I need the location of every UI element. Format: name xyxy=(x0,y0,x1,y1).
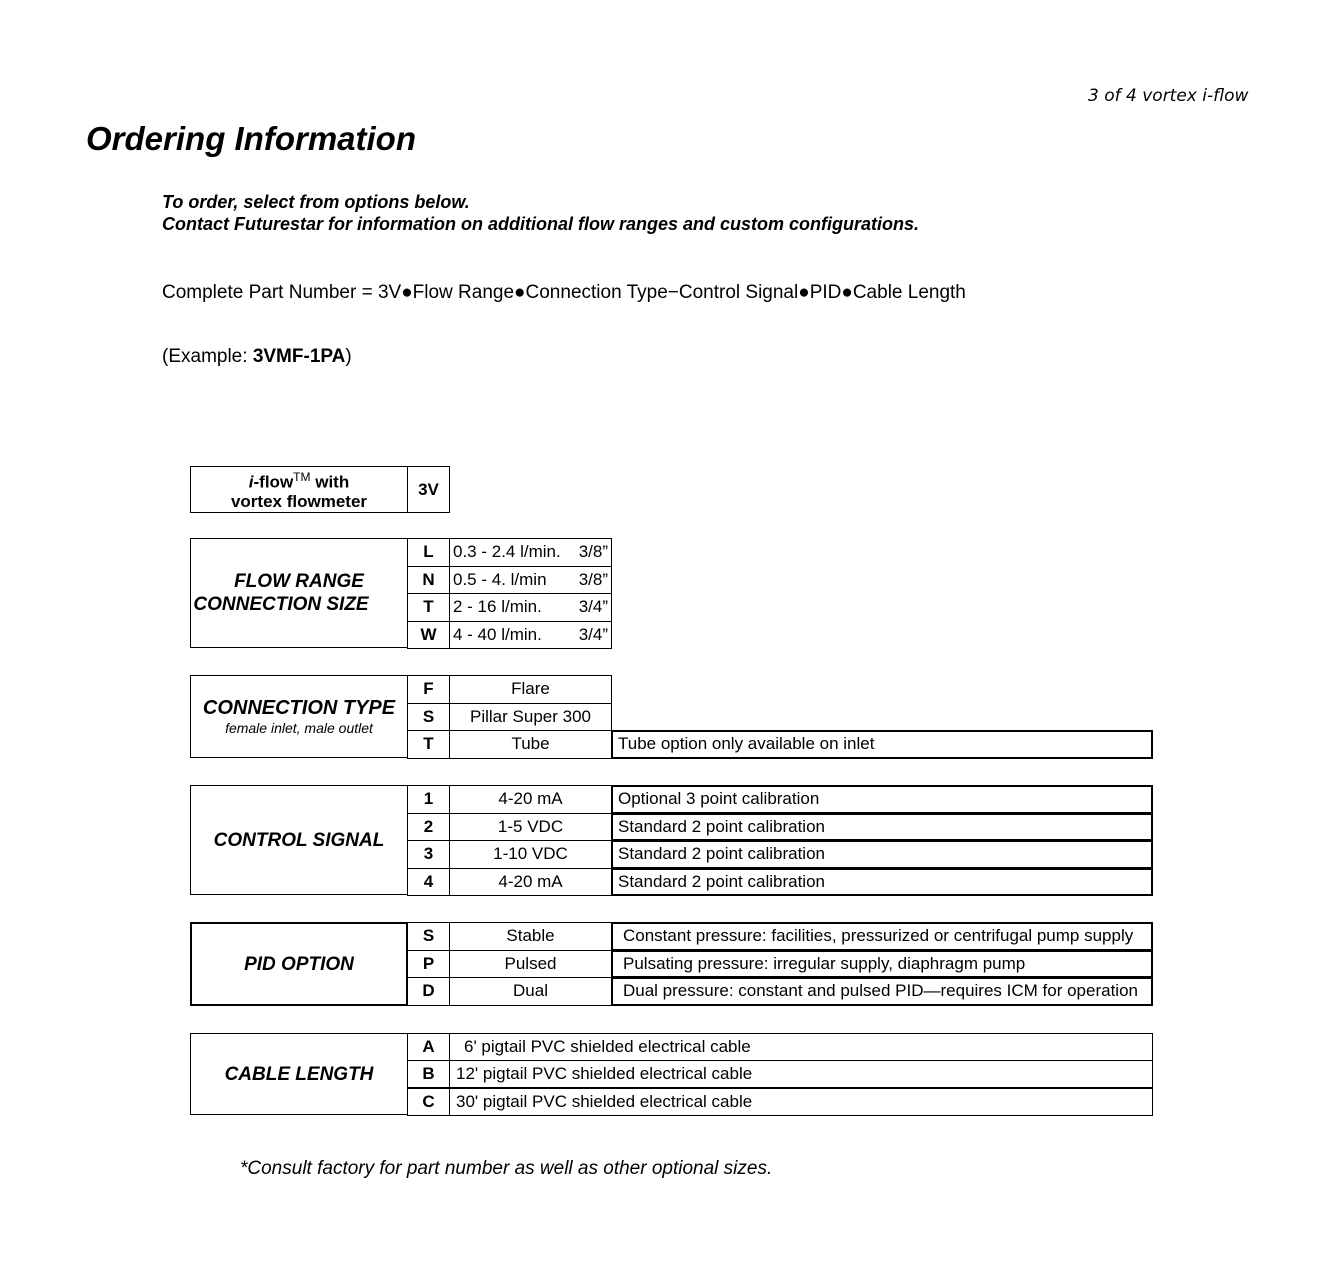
page-header: 3 of 4 vortex i-flow xyxy=(1088,86,1249,106)
base-label-flow: -flow xyxy=(253,472,294,492)
part-number-formula: Complete Part Number = 3V●Flow Range●Connection Type−Control Signal●PID●Cable Length xyxy=(162,282,966,303)
control-signal-note: Standard 2 point calibration xyxy=(611,813,1153,842)
pid-option-label xyxy=(190,922,408,1006)
pid-option-value: Stable xyxy=(449,922,612,951)
pid-option-value: Pulsed xyxy=(449,950,612,979)
pid-option-value: Dual xyxy=(449,977,612,1006)
cable-length-label-text: CABLE LENGTH xyxy=(224,1063,374,1085)
control-signal-value: 4-20 mA xyxy=(449,868,612,897)
connection-size: 3/8” xyxy=(578,569,608,589)
control-signal-code: 2 xyxy=(407,813,450,842)
flow-range-code: T xyxy=(407,593,450,622)
pid-option-code: D xyxy=(407,977,450,1006)
control-signal-note: Optional 3 point calibration xyxy=(611,785,1153,814)
connection-type-value: Pillar Super 300 xyxy=(449,703,612,732)
flow-range-code: N xyxy=(407,566,450,595)
connection-type-code: S xyxy=(407,703,450,732)
flow-range-code: W xyxy=(407,621,450,650)
flow-range-value xyxy=(449,593,612,622)
cable-length-code: C xyxy=(407,1088,450,1116)
cable-length-label xyxy=(190,1033,408,1115)
connection-size: 3/8” xyxy=(578,542,608,562)
base-product-code: 3V xyxy=(407,466,450,513)
intro-line-1: To order, select from options below. xyxy=(162,192,470,212)
control-signal-code: 4 xyxy=(407,868,450,897)
page-title: Ordering Information xyxy=(86,120,416,157)
control-signal-label xyxy=(190,785,408,895)
flow-range-range: 2 - 16 l/min. xyxy=(453,597,542,617)
connection-type-value: Flare xyxy=(449,675,612,704)
connection-size: 3/4” xyxy=(578,597,608,617)
flow-range-range: 4 - 40 l/min. xyxy=(453,624,542,644)
connection-type-label xyxy=(190,675,408,758)
control-signal-value: 1-5 VDC xyxy=(449,813,612,842)
cable-length-value: 6' pigtail PVC shielded electrical cable xyxy=(449,1033,1153,1061)
pid-option-label-text: PID OPTION xyxy=(244,953,354,975)
example-suffix: ) xyxy=(345,346,352,367)
base-product-label xyxy=(190,466,408,513)
control-signal-value: 1-10 VDC xyxy=(449,840,612,869)
pid-option-note: Dual pressure: constant and pulsed PID—requires ICM for operation xyxy=(611,977,1153,1006)
connection-type-value: Tube xyxy=(449,730,612,759)
control-signal-note: Standard 2 point calibration xyxy=(611,840,1153,869)
connection-type-sublabel: female inlet, male outlet xyxy=(225,720,373,736)
trademark-mark: TM xyxy=(293,469,311,484)
base-label-line2: vortex flowmeter xyxy=(230,492,368,512)
cable-length-code: A xyxy=(407,1033,450,1061)
control-signal-code: 1 xyxy=(407,785,450,814)
pid-option-note: Constant pressure: facilities, pressurized or centrifugal pump supply xyxy=(611,922,1153,951)
control-signal-value: 4-20 mA xyxy=(449,785,612,814)
flow-range-range: 0.3 - 2.4 l/min. xyxy=(453,542,561,562)
control-signal-code: 3 xyxy=(407,840,450,869)
flow-range-code: L xyxy=(407,538,450,567)
example-code: 3VMF-1PA xyxy=(252,346,346,367)
control-signal-label-text: CONTROL SIGNAL xyxy=(213,829,385,851)
connection-type-note: Tube option only available on inlet xyxy=(611,730,1153,759)
flow-range-range: 0.5 - 4. l/min xyxy=(453,569,547,589)
intro-line-2: Contact Futurestar for information on additional flow ranges and custom configurations. xyxy=(162,214,920,234)
footnote: *Consult factory for part number as well as other optional sizes. xyxy=(240,1158,773,1179)
control-signal-note: Standard 2 point calibration xyxy=(611,868,1153,897)
flow-range-value xyxy=(449,538,612,567)
flow-range-label-line1: FLOW RANGE xyxy=(234,571,364,592)
cable-length-code: B xyxy=(407,1060,450,1088)
connection-type-label-text: CONNECTION TYPE xyxy=(202,697,396,719)
example-part-number xyxy=(162,346,352,368)
connection-size: 3/4” xyxy=(578,624,608,644)
flow-range-value xyxy=(449,566,612,595)
pid-option-code: P xyxy=(407,950,450,979)
base-label-i: i xyxy=(248,472,254,492)
base-label-with: with xyxy=(310,472,350,492)
connection-type-code: T xyxy=(407,730,450,759)
flow-range-label xyxy=(190,538,408,648)
example-prefix: (Example: xyxy=(162,346,253,367)
pid-option-code: S xyxy=(407,922,450,951)
cable-length-value: 12' pigtail PVC shielded electrical cable xyxy=(449,1060,1153,1088)
flow-range-value xyxy=(449,621,612,650)
flow-range-label-line2: CONNECTION SIZE xyxy=(193,594,369,615)
pid-option-note: Pulsating pressure: irregular supply, diaphragm pump xyxy=(611,950,1153,979)
cable-length-value: 30' pigtail PVC shielded electrical cable xyxy=(449,1088,1153,1116)
connection-type-code: F xyxy=(407,675,450,704)
